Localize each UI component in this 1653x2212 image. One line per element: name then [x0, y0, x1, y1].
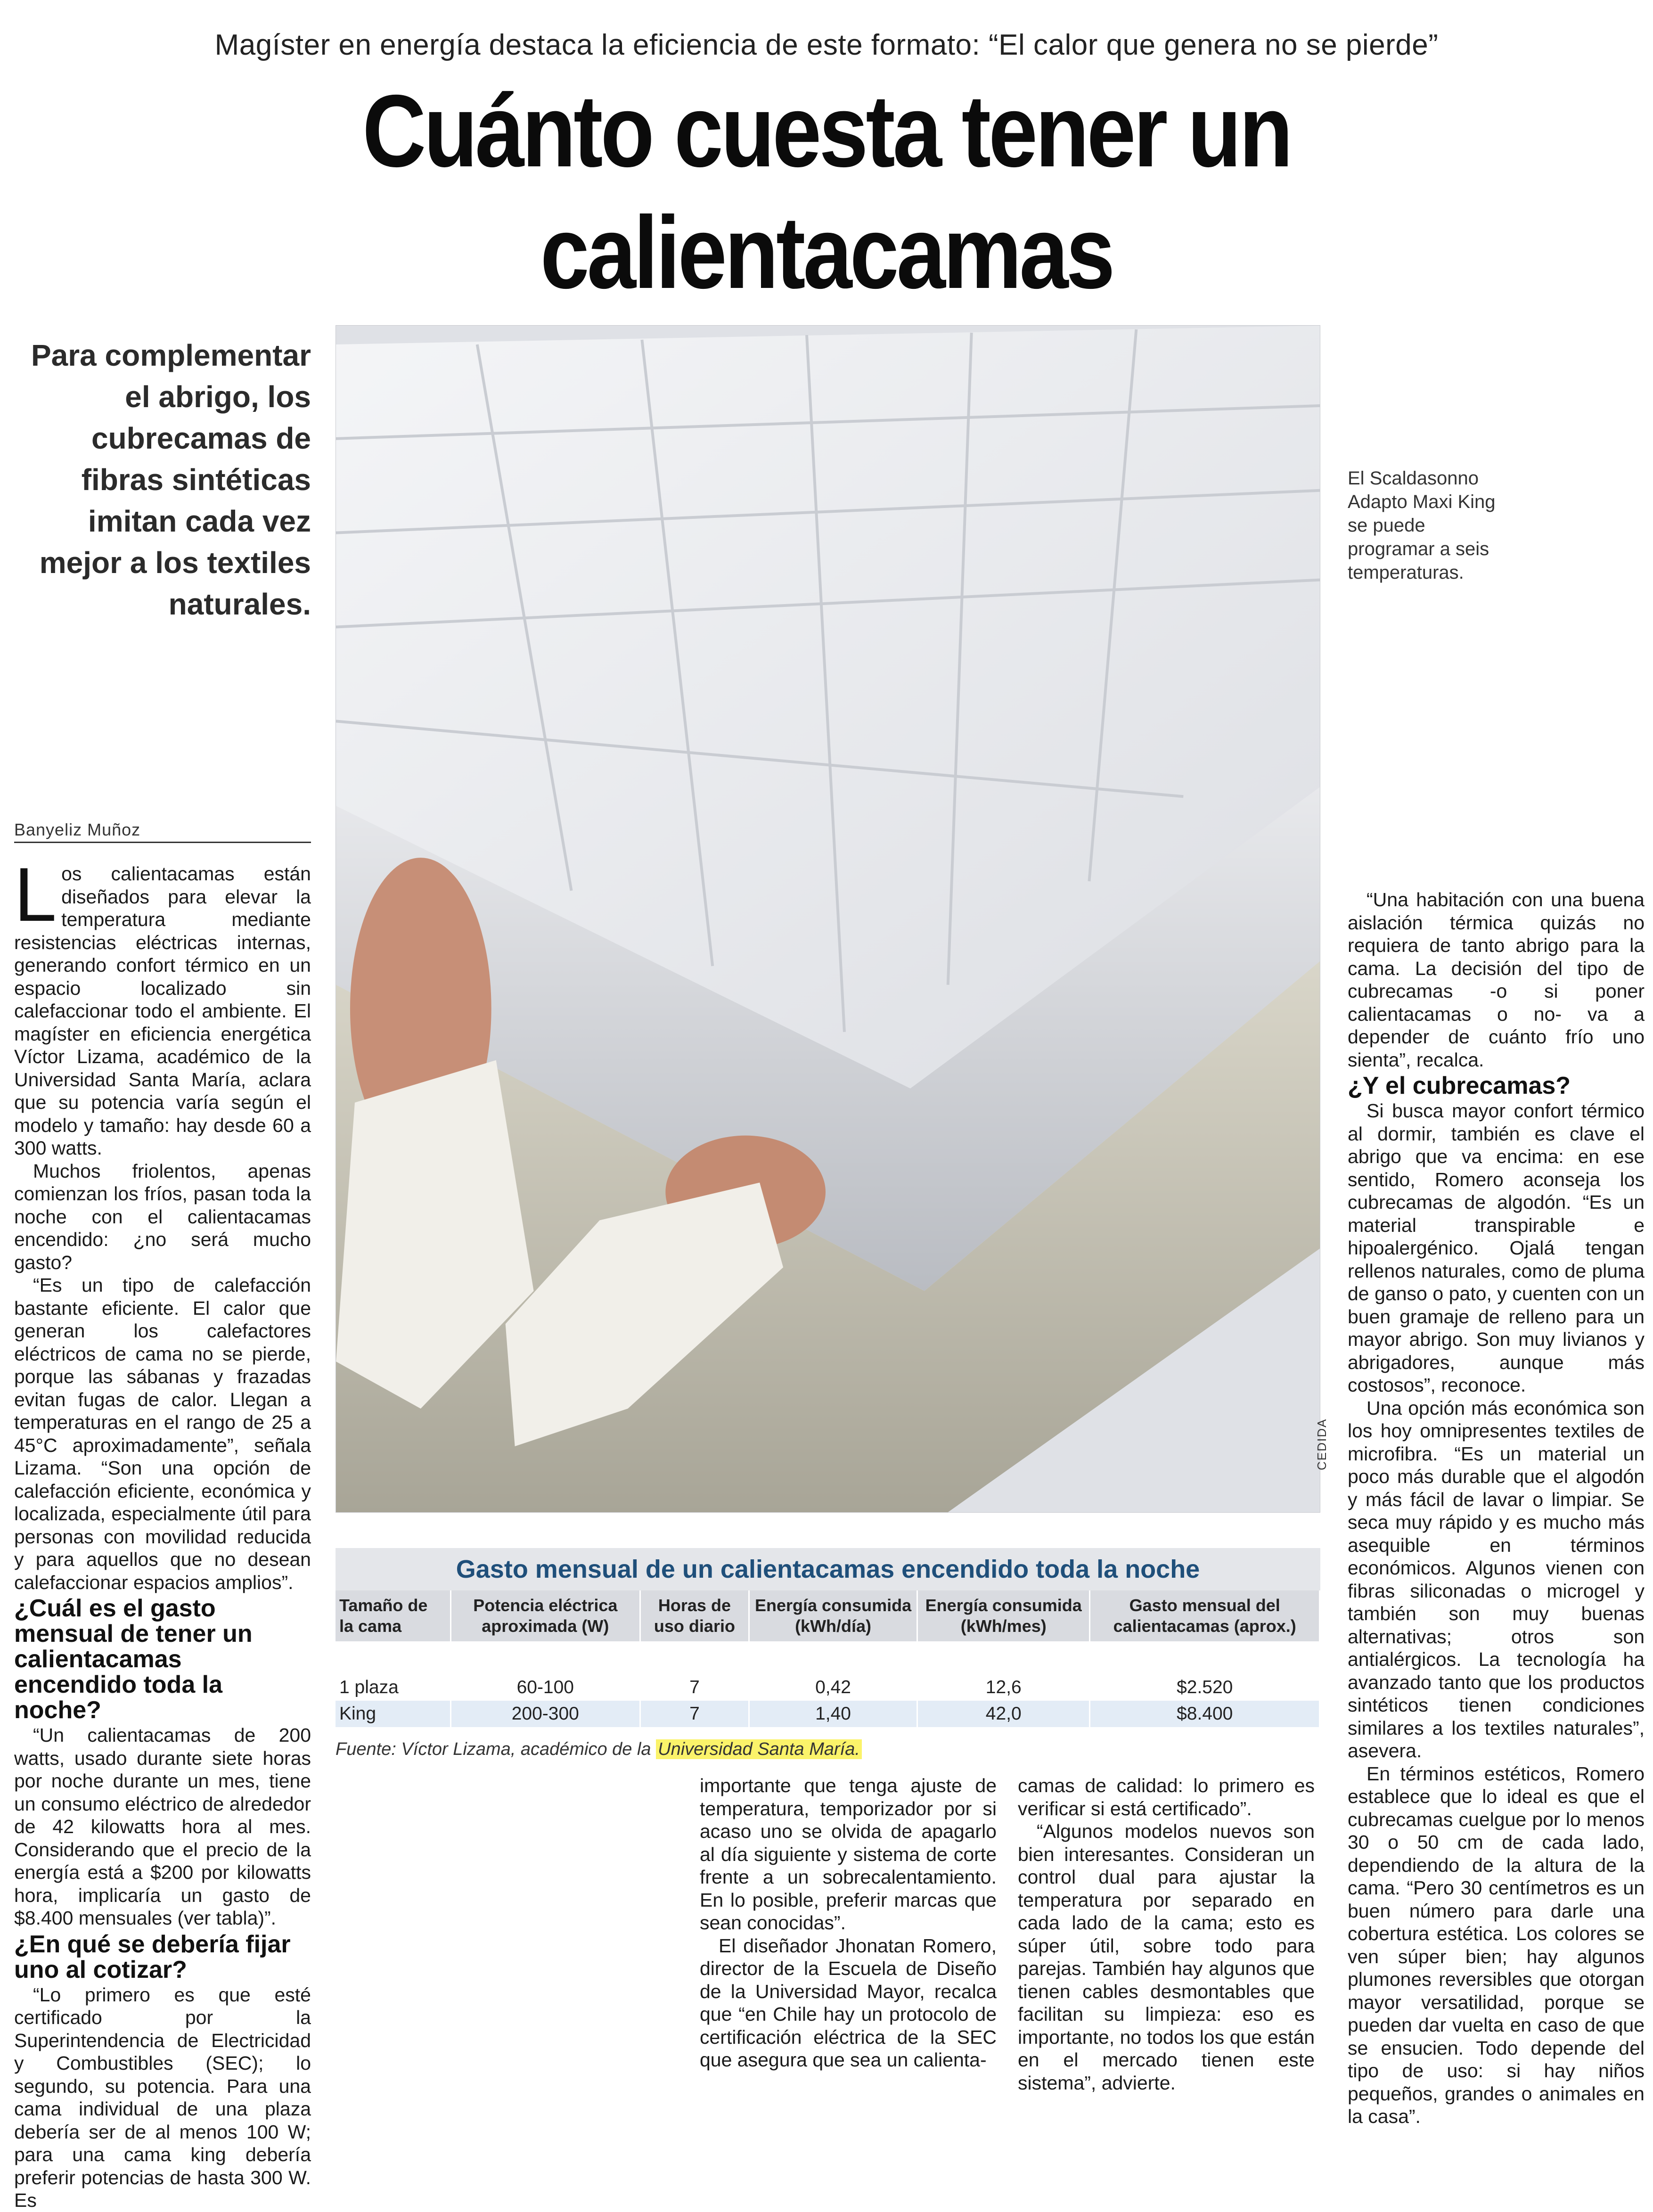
table-cell: 12,6	[917, 1674, 1090, 1701]
paragraph: “Es un tipo de calefacción bastante eficiente. El calor que generan los calefactores eléctricos de cama no se pierde, porque las sábanas y frazadas evitan fugas de calor. Llegan a temperaturas en el rango de 25 a 45°C aproximadamente”, señala Lizama. “Son una opción de calefacción eficiente, económica y localizada, especialmente útil para personas con movilidad reducida y para aquellos que no desean calefaccionar espacios amplios”.	[14, 1274, 311, 1593]
paragraph: En términos estéticos, Romero establece que lo ideal es que el cubrecamas cuelgue por lo menos 30 o 50 cm de cada lado, dependiendo de la altura de la cama. “Pero 30 centímetros es un buen número para darle una cobertura estética. Los colores se ven súper bien; hay algunos plumones reversibles que otorgan mayor versatilidad, porque se pueden dar vuelta en caso de que se ensucien. Todo depende del tipo de uso: si hay niños pequeños, grandes o animales en la casa”.	[1348, 1762, 1645, 2127]
paragraph: El diseñador Jhonatan Romero, director de la Escuela de Diseño de la Universidad Mayor, recalca que “en Chile hay un protocolo de certificación eléctrica de la SEC que asegura que sea un calienta-	[700, 1934, 997, 2071]
table-cell: $8.400	[1090, 1701, 1320, 1727]
table-cell: 1 plaza	[336, 1674, 450, 1701]
paragraph: camas de calidad: lo primero es verificar si está certificado”.	[1018, 1775, 1315, 1819]
byline: Banyeliz Muñoz	[14, 820, 311, 843]
mattress-photo	[336, 325, 1320, 1513]
table-cell: King	[336, 1701, 450, 1727]
headline-line-1: Cuánto cuesta tener un calientacamas	[362, 74, 1291, 310]
photo-credit: CEDIDA	[1315, 1418, 1329, 1470]
table-cell: 7	[640, 1674, 749, 1701]
cost-table-block	[336, 1548, 1320, 1760]
paragraph: Muchos friolentos, apenas comienzan los fríos, pasan toda la noche con el calientacamas encendido: ¿no será mucho gasto?	[14, 1160, 311, 1273]
photo-caption: El Scaldasonno Adapto Maxi King se puede programar a seis temperaturas.	[1348, 468, 1496, 583]
table-cell: $2.520	[1090, 1674, 1320, 1701]
subheading-gasto: ¿Cuál es el gasto mensual de tener un calientacamas encendido toda la noche?	[14, 1595, 253, 1724]
table-cell: 1,40	[749, 1701, 917, 1727]
header-power: Potencia eléctrica aproximada (W)	[450, 1590, 640, 1641]
table-cell: 42,0	[917, 1701, 1090, 1727]
paragraph: “Un calientacamas de 200 watts, usado durante siete horas por noche durante un mes, tiene un consumo eléctrico de alrededor de 42 kilowatts hora al mes. Considerando que el precio de la energía está a $200 por kilowatts hora, implicaría un gasto de $8.400 mensuales (ver tabla)”.	[14, 1724, 311, 1929]
table-header-row	[336, 1590, 1320, 1641]
article-column-2	[700, 1774, 997, 2072]
table-row	[336, 1674, 1320, 1701]
table-spacer	[336, 1641, 1320, 1674]
cost-table	[336, 1590, 1320, 1727]
paragraph: “Algunos modelos nuevos son bien interesantes. Consideran un control dual para ajustar la temperatura por separado en cada lado de la cama; esto es súper útil, sobre todo para parejas. También hay algunos que tienen cables desmontables que facilitan su limpieza: eso es importante, no todos los que están en el mercado tienen este sistema”, advierte.	[1018, 1820, 1315, 2094]
paragraph: Una opción más económica son los hoy omnipresentes textiles de microfibra. “Es un material un poco más durable que el algodón y más fácil de lavar o limpiar. Se seca muy rápido y es mucho más asequible en términos económicos. Algunos vienen con fibras siliconadas o microgel y también son muy buenas alternativas; otros son antialérgicos. La tecnología ha avanzado tanto que los productos sintéticos tienen condiciones similares a los textiles naturales”, asevera.	[1348, 1397, 1645, 1761]
table-source: Fuente: Víctor Lizama, académico de la Universidad Santa María.	[336, 1739, 1320, 1760]
table-title: Gasto mensual de un calientacamas encendido toda la noche	[336, 1548, 1320, 1590]
lead-paragraph: Los calientacamas están diseñados para elevar la temperatura mediante resistencias eléctricas internas, generando confort térmico en un espacio localizado sin calefaccionar todo el ambiente. El magíster en eficiencia energética Víctor Lizama, académico de la Universidad Santa María, aclara que su potencia varía según el modelo y tamaño: hay desde 60 a 300 watts.	[14, 852, 311, 1159]
header-size: Tamaño de la cama	[336, 1590, 450, 1641]
paragraph: importante que tenga ajuste de temperatura, temporizador por si acaso uno se olvida de apagarlo al día siguiente y sistema de corte frente a un sobrecalentamiento. En lo posible, preferir marcas que sean conocidas”.	[700, 1775, 997, 1933]
paragraph: “Una habitación con una buena aislación térmica quizás no requiera de tanto abrigo para la cama. La decisión del tipo de cubrecamas -o si poner calientacamas o no- va a depender de cuánto frío uno sienta”, recalca.	[1348, 889, 1645, 1071]
subheading-cubrecamas: ¿Y el cubrecamas?	[1348, 1072, 1571, 1099]
article-column-3	[1018, 1774, 1315, 2094]
table-cell: 0,42	[749, 1674, 917, 1701]
table-cell: 60-100	[450, 1674, 640, 1701]
paragraph: Si busca mayor confort térmico al dormir, también es clave el abrigo que va encima: en ese sentido, Romero aconseja los cubrecamas de algodón. “Es un material transpirable e hipoalergénico. Ojalá tengan rellenos naturales, como de pluma de ganso o pato, y cuenten con un buen gramaje de relleno para un mayor abrigo. Son muy livianos y abrigadores, aunque más costosos”, reconoce.	[1348, 1100, 1645, 1396]
header-energy-month: Energía consumida (kWh/mes)	[917, 1590, 1090, 1641]
header-cost: Gasto mensual del calientacamas (aprox.)	[1090, 1590, 1320, 1641]
article-column-1	[14, 852, 311, 2212]
deck: Para complementar el abrigo, los cubrecamas de fibras sintéticas imitan cada vez mejor a los textiles naturales.	[31, 338, 311, 621]
table-cell: 200-300	[450, 1701, 640, 1727]
article-column-4	[1348, 888, 1645, 2128]
paragraph: “Lo primero es que esté certificado por la Superintendencia de Electricidad y Combustibles (SEC); lo segundo, su potencia. Para una cama individual de una plaza debería ser de al menos 100 W; para una cama king debería preferir potencias de hasta 300 W. Es	[14, 1983, 311, 2211]
highlighted-source: Universidad Santa María.	[656, 1739, 862, 1759]
header-hours: Horas de uso diario	[640, 1590, 749, 1641]
kicker: Magíster en energía destaca la eficiencia de este formato: “El calor que genera no se pierde”	[214, 29, 1439, 61]
subheading-cotizar: ¿En qué se debería fijar uno al cotizar?	[14, 1930, 291, 1983]
table-cell: 7	[640, 1701, 749, 1727]
table-row	[336, 1701, 1320, 1727]
header-energy-day: Energía consumida (kWh/día)	[749, 1590, 917, 1641]
mattress-illustration	[336, 326, 1320, 1512]
dropcap: L	[14, 852, 57, 937]
